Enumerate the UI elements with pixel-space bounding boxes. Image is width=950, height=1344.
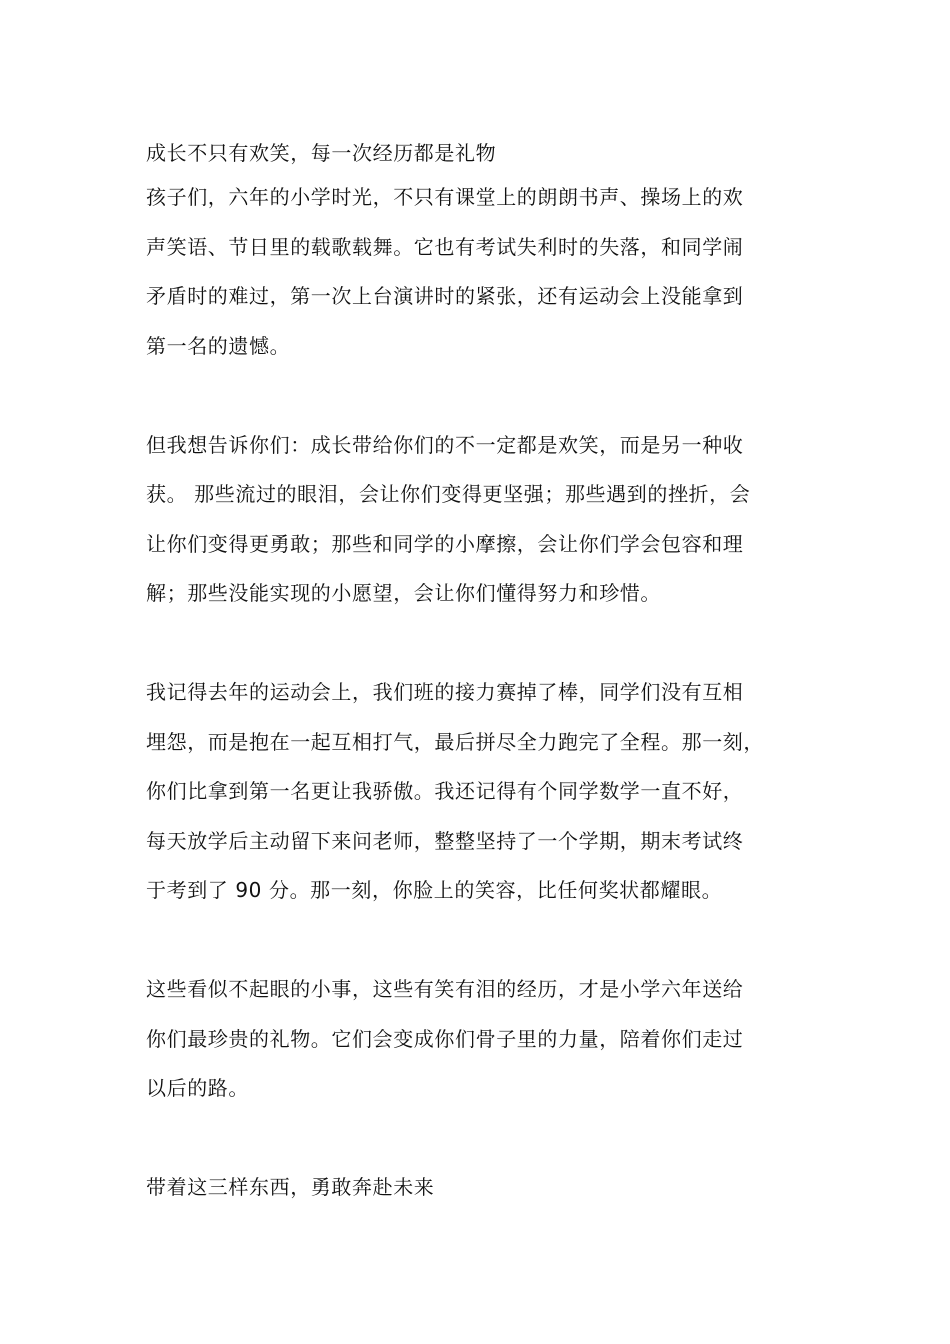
text-line: 但我想告诉你们：成长带给你们的不一定都是欢笑，而是另一种收	[146, 432, 744, 457]
document-body	[146, 139, 826, 1213]
section-heading-text: 带着这三样东西，勇敢奔赴未来	[146, 1175, 435, 1199]
text-line: 第一名的遗憾。	[146, 333, 291, 358]
text-line: 以后的路。	[146, 1076, 249, 1100]
paragraph-memories	[146, 668, 826, 916]
text-line: 你们最珍贵的礼物。它们会变成你们骨子里的力量，陪着你们走过	[146, 1026, 744, 1051]
text-line: 获。 那些流过的眼泪，会让你们变得更坚强；那些遇到的挫折，会	[146, 482, 751, 506]
paragraph-spacer	[146, 1114, 826, 1164]
text-line: 解；那些没能实现的小愿望，会让你们懂得努力和珍惜。	[146, 581, 661, 605]
text-line: 每天放学后主动留下来问老师，整整坚持了一个学期，期末考试终	[146, 828, 744, 853]
paragraph-precious-gift	[146, 965, 826, 1114]
paragraph-spacer	[146, 619, 826, 669]
text-line: 这些看似不起眼的小事，这些有笑有泪的经历，才是小学六年送给	[146, 977, 744, 1001]
paragraph-spacer	[146, 916, 826, 966]
text-line: 我记得去年的运动会上，我们班的接力赛掉了棒，同学们没有互相	[146, 680, 744, 704]
text-line: 你们比拿到第一名更让我骄傲。我还记得有个同学数学一直不好，	[146, 779, 744, 803]
section-heading-gifts: 成长不只有欢笑，每一次经历都是礼物	[146, 141, 497, 165]
paragraph-growth	[146, 421, 826, 619]
paragraph-childhood	[146, 173, 826, 371]
text-line: 让你们变得更勇敢；那些和同学的小摩擦，会让你们学会包容和理	[146, 531, 744, 556]
text-line: 埋怨，而是抱在一起互相打气，最后拼尽全力跑完了全程。那一刻，	[146, 729, 764, 754]
text-line: 孩子们，六年的小学时光，不只有课堂上的朗朗书声、操场上的欢	[146, 185, 744, 209]
text-line: 于考到了 90 分。那一刻，你脸上的笑容，比任何奖状都耀眼。	[146, 878, 723, 902]
text-line: 声笑语、节日里的载歌载舞。它也有考试失利时的失落，和同学闹	[146, 234, 744, 259]
text-line: 矛盾时的难过，第一次上台演讲时的紧张，还有运动会上没能拿到	[146, 284, 744, 308]
section-heading-future	[146, 1163, 826, 1213]
paragraph-spacer	[146, 371, 826, 421]
